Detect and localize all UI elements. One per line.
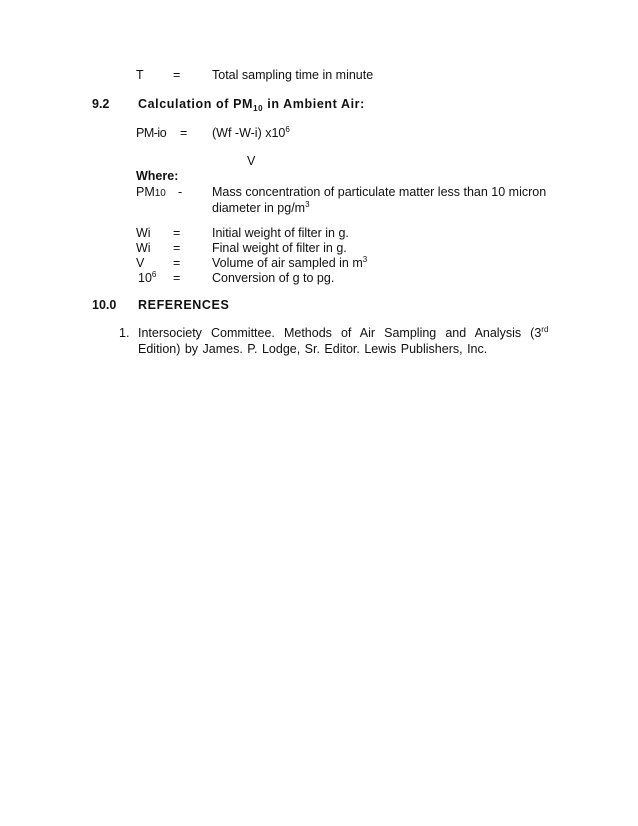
reference-number: 1. xyxy=(119,326,130,340)
conv-desc: Conversion of g to pg. xyxy=(212,271,335,285)
section-number-9-2: 9.2 xyxy=(92,97,110,111)
wf-desc: Final weight of filter in g. xyxy=(212,241,347,255)
v-symbol: V xyxy=(136,256,145,270)
section-number-10: 10.0 xyxy=(92,298,117,312)
references-heading: REFERENCES xyxy=(138,298,230,312)
section-9-2-title: Calculation of $PM_{10}$ in Ambient Air: xyxy=(138,97,365,113)
equals-sign: = xyxy=(173,68,181,82)
formula-equals: = xyxy=(180,126,188,140)
reference-line-2: Edition) by James. P. Lodge, Sr. Editor. Lewis Publishers, Inc. xyxy=(138,342,488,356)
pm10-symbol: PM10 xyxy=(136,185,166,199)
pm10-dash: - xyxy=(178,185,183,199)
wf-symbol: Wi xyxy=(136,241,151,255)
reference-line-1: Intersociety Committee. Methods of Air Sampling and Analysis (3rd xyxy=(138,325,549,340)
v-desc: Volume of air sampled in $m^3$ xyxy=(212,255,368,270)
symbol-t: T xyxy=(136,68,144,82)
where-label: Where: xyxy=(136,169,179,183)
conv-symbol: $10^6$ xyxy=(138,270,157,285)
wi-desc: Initial weight of filter in g. xyxy=(212,226,349,240)
formula-lhs: PM-io xyxy=(136,126,167,140)
formula-numerator: (Wf -W-i) $x10^6$ xyxy=(212,125,290,140)
v-equals: = xyxy=(173,256,181,270)
sampling-time-desc: Total sampling time in minute xyxy=(212,68,374,82)
conv-equals: = xyxy=(173,271,181,285)
wi-symbol: Wi xyxy=(136,226,151,240)
formula-denominator: V xyxy=(247,154,256,168)
wf-equals: = xyxy=(173,241,181,255)
pm10-desc-line2: diameter in $pg/m^3$ xyxy=(212,200,310,215)
pm10-desc-line1: Mass concentration of particulate matter less than 10 micron xyxy=(212,185,547,199)
wi-equals: = xyxy=(173,226,181,240)
